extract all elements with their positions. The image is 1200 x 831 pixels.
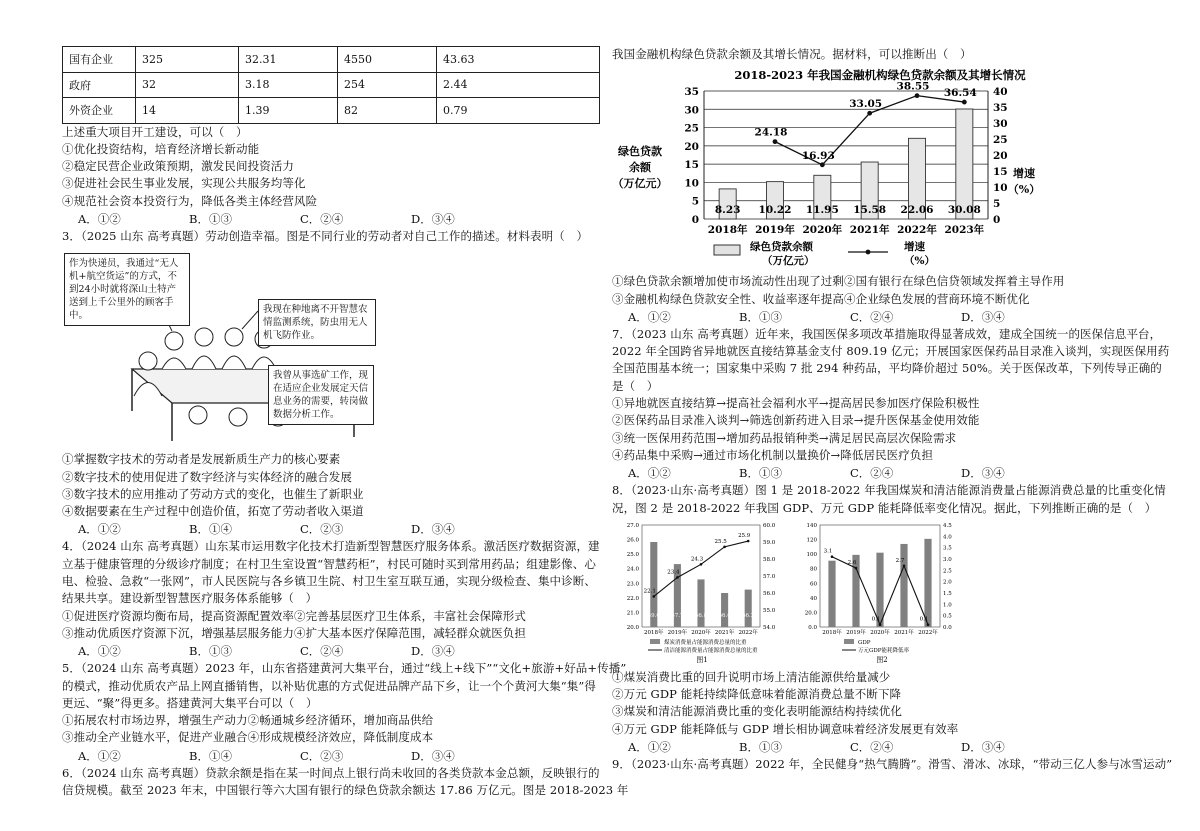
y-tick-label: 5 [691, 196, 699, 209]
table-cell: 3.18 [239, 72, 338, 98]
choice-a[interactable]: A．①② [78, 644, 121, 659]
line-point [879, 623, 882, 626]
x-tick-label: 2018年 [707, 224, 748, 237]
question-stem: 上述重大项目开工建设，可以（ ） [62, 124, 248, 139]
workers-cartoon [62, 251, 382, 447]
answer-choices [612, 738, 1160, 756]
legend-bar-swatch [844, 639, 854, 644]
y2-tick-label: 55.0 [763, 607, 776, 614]
table-cell: 1.39 [239, 98, 338, 124]
bar [697, 579, 704, 627]
table-row [63, 47, 600, 73]
y2-tick-label: 15 [993, 166, 1008, 179]
line-data-label: 36.54 [943, 87, 977, 100]
line-point [700, 563, 703, 566]
y-tick-label: 23.0 [626, 581, 639, 588]
choice-a[interactable]: A．①② [78, 211, 121, 226]
line-point [927, 623, 930, 626]
question-line: 更远、“聚”得更多。搭建黄河大集平台可以（ ） [62, 695, 318, 710]
bar [745, 589, 752, 626]
y2-tick-label: 0 [993, 214, 1001, 227]
table-cell: 254 [338, 72, 437, 98]
x-tick-label: 2020年 [691, 629, 711, 636]
line-point [653, 595, 656, 598]
question-6 [62, 765, 629, 800]
table-cell: 国有企业 [63, 47, 136, 73]
y2-tick-label: 56.0 [763, 590, 776, 597]
bar-data-label: 30.08 [947, 204, 981, 217]
y-tick-label: 24.0 [626, 566, 639, 573]
y-tick-label: 20.0 [626, 624, 639, 631]
bar-data-label: 22.06 [900, 204, 934, 217]
question-line: 立基于健康管理的分级诊疗制度；在村卫生室设置“智慧药柜”，村民可随时买到常用药品；组建影像、心 [62, 556, 596, 571]
question-line: 信贷规模。截至 2023 年末，中国银行等六大国有银行的绿色贷款余额达 17.86 万亿元。图是 2018-2023 年 [62, 783, 629, 798]
question-line: 电、检验、急救“一张网”，市人民医院与各乡镇卫生院、村卫生室互联互通，实现分级检查、集中诊断、 [62, 574, 596, 589]
choice-d[interactable]: D．③④ [411, 522, 455, 537]
bar [924, 539, 931, 627]
choice-d[interactable]: D．③④ [961, 740, 1005, 755]
y-tick-label: 25 [684, 122, 699, 135]
x-tick-label: 2018年 [822, 629, 842, 636]
choice-c[interactable]: C．②④ [850, 740, 894, 755]
answer-choices [612, 308, 1160, 326]
x-tick-label: 2019年 [755, 224, 795, 237]
line-point [903, 564, 906, 567]
y2-tick-label: 3.0 [943, 556, 952, 563]
bar [956, 109, 973, 219]
bar-data-label: 56.8 [694, 612, 708, 619]
y-tick-label: 35 [684, 86, 699, 99]
choice-c[interactable]: C．②③ [300, 748, 344, 763]
question-2 [62, 124, 600, 228]
y2-tick-label: 10 [993, 182, 1008, 195]
answer-choices [62, 210, 600, 228]
bar-data-label: 56.0 [718, 612, 731, 619]
speech-bubble-farmer: 我现在种地离不开智慧农情监测系统，防虫用无人机飞防作业。 [258, 299, 376, 346]
option: ①异地就医直接结算→提高社会福利水平→提高居民参加医疗保险积极性 [612, 396, 980, 411]
bar-data-label: 56.2 [742, 612, 755, 619]
answer-choices [62, 747, 600, 765]
x-tick-label: 2021年 [714, 629, 735, 636]
y-tick-label: 60 [810, 581, 817, 588]
option: ①拓展农村市场边界，增强生产动力②畅通城乡经济循环，增加商品供给 [62, 713, 434, 728]
left-column [62, 46, 629, 799]
question-line: 是（ ） [612, 378, 659, 393]
table-cell: 政府 [63, 72, 136, 98]
y2-tick-label: 4.5 [943, 522, 952, 529]
question-5 [62, 660, 627, 764]
y2-tick-label: 35 [993, 102, 1008, 115]
y2-tick-label: 20 [993, 150, 1008, 163]
bar-data-label: 59.0 [647, 612, 660, 619]
legend-label: 清洁能源消费量占能源消费总量的比重 [664, 647, 758, 654]
legend-bar-swatch [650, 639, 660, 644]
choice-a[interactable]: A．①② [628, 309, 671, 324]
answer-choices [612, 464, 1160, 482]
y-tick-label: 26.0 [626, 537, 639, 544]
question-3 [62, 228, 600, 538]
line-point [855, 567, 858, 570]
y-tick-label: 120 [806, 537, 817, 544]
bar [721, 593, 728, 627]
choice-b[interactable]: B．①④ [189, 748, 232, 763]
choice-b[interactable]: B．①④ [189, 522, 232, 537]
question-line: 全国范围基本统一；国家集中采购 7 批 294 种药品，平均降价超过 50%。关于医保改革，下列传导正确的 [612, 361, 1162, 376]
line-data-label: 25.5 [714, 538, 727, 545]
option: ②万元 GDP 能耗持续降低意味着能源消费总量不断下降 [612, 687, 902, 702]
line-data-label: 22.1 [643, 588, 656, 595]
option: ①掌握数字技术的劳动者是发展新质生产力的核心要素 [62, 452, 341, 467]
line-point [915, 94, 920, 99]
choice-b[interactable]: B．①③ [189, 211, 232, 226]
legend-label: 绿色贷款余额 [750, 241, 813, 254]
y2-tick-label: 0.5 [943, 613, 952, 620]
y2-tick-label: 2.0 [943, 579, 952, 586]
bar [900, 544, 907, 627]
option: ③推动优质医疗资源下沉，增强基层服务能力④扩大基本医疗保障范围，减轻群众就医负担 [62, 625, 526, 640]
option: ④药品集中采购→通过市场化机制以量换价→降低居民医疗负担 [612, 447, 934, 462]
table-cell: 14 [136, 98, 239, 124]
choice-b[interactable]: B．①③ [739, 309, 782, 324]
option: ④万元 GDP 能耗降低与 GDP 增长相协调意味着经济发展更有效率 [612, 721, 959, 736]
y-tick-label: 10 [684, 177, 699, 190]
bar [828, 561, 835, 627]
line-point [831, 555, 834, 558]
y2-tick-label: 1.0 [943, 602, 952, 609]
table-cell: 325 [136, 47, 239, 73]
option: ②医保药品目录准入谈判→筛选创新药进入目录→提升医保基金使用效能 [612, 413, 980, 428]
y2-tick-label: 5 [993, 198, 1001, 211]
choice-a[interactable]: A．①② [628, 740, 671, 755]
speech-bubble-courier: 作为快递员，我通过“无人机+航空货运”的方式，不到24小时就将深山土特产送到上千公里外的顾客手中。 [64, 253, 190, 326]
y-tick-label: 22.0 [626, 595, 639, 602]
line-data-label: 23.4 [667, 569, 680, 576]
option: ②数字技术的使用促进了数字经济与实体经济的融合发展 [62, 469, 352, 484]
x-tick-label: 2021年 [849, 224, 890, 237]
legend-bar-swatch [714, 245, 740, 255]
x-tick-label: 2020年 [802, 224, 843, 237]
choice-a[interactable]: A．①② [78, 522, 121, 537]
question-4 [62, 538, 600, 660]
y-tick-label: 140 [806, 522, 817, 529]
y-tick-label: 80 [810, 566, 817, 573]
bar-data-label: 8.23 [714, 204, 741, 217]
y-tick-label: 30 [684, 104, 699, 117]
choice-b[interactable]: B．①③ [189, 644, 232, 659]
option: ④规范社会资本投资行为，降低各类主体经营风险 [62, 193, 318, 208]
option: ③煤炭和清洁能源消费比重的变化表明能源结构持续优化 [612, 704, 902, 719]
choice-d[interactable]: D．③④ [961, 309, 1005, 324]
investment-table [62, 46, 600, 124]
x-tick-label: 2022年 [897, 224, 937, 237]
y2-tick-label: 54.0 [763, 624, 776, 631]
green-loan-chart [612, 63, 1160, 269]
x-tick-label: 2019年 [846, 629, 866, 636]
bar-data-label: 15.58 [853, 204, 887, 217]
y-tick-label: 40 [810, 595, 817, 602]
question-line: 我国金融机构绿色贷款余额及其增长情况。据材料，可以推断出（ ） [612, 47, 972, 61]
y2-tick-label: 59.0 [763, 539, 776, 546]
y2-tick-label: 30 [993, 118, 1008, 131]
line-data-label: 0.1 [919, 616, 929, 623]
legend-label: 煤炭消费量占能源消费总量的比重 [664, 639, 747, 646]
x-tick-label: 2019年 [667, 629, 688, 636]
option: ①煤炭消费比重的回升说明市场上清洁能源供给量减少 [612, 669, 891, 684]
choice-c[interactable]: C．②④ [850, 309, 894, 324]
table-cell: 外资企业 [63, 98, 136, 124]
question-line: 结果共享。建设新型智慧医疗服务体系能够（ ） [62, 591, 318, 606]
y2-tick-label: 40 [993, 86, 1008, 99]
choice-c[interactable]: C．②③ [300, 522, 344, 537]
choice-d[interactable]: D．③④ [961, 466, 1005, 481]
line-data-label: 24.3 [690, 556, 704, 563]
line-data-label: 24.18 [754, 126, 788, 139]
y-axis-label: 余额 [629, 161, 651, 175]
line-point [962, 100, 967, 105]
option: ③促进社会民生事业发展，实现公共服务均等化 [62, 176, 306, 191]
line-data-label: 0.1 [871, 616, 881, 623]
line-data-label: 2.7 [895, 557, 905, 564]
choice-b[interactable]: B．①③ [739, 740, 782, 755]
question-line: 6．（2024 山东 高考真题）贷款余额是指在某一时间点上银行尚未收回的各类贷款本金总额，反映银行的 [62, 765, 600, 780]
y2-axis-label: 增速 [1013, 167, 1035, 181]
question-9: 9．（2023·山东·高考真题）2022 年，全民健身“热气腾腾”。滑雪、滑冰、冰球，“带动三亿人参与冰雪运动” [612, 757, 1173, 772]
table-row [63, 72, 600, 98]
option: ④数据要素在生产过程中创造价值，拓宽了劳动者收入渠道 [62, 504, 364, 519]
choice-a[interactable]: A．①② [628, 466, 671, 481]
option: ③金融机构绿色贷款安全性、收益率逐年提高④企业绿色发展的营商环境不断优化 [612, 291, 1030, 306]
y-tick-label: 21.0 [626, 610, 639, 617]
y-tick-label: 20.0 [804, 610, 817, 617]
legend-label: （万亿元） [762, 255, 815, 268]
bar-data-label: 10.22 [758, 204, 792, 217]
y-tick-label: 25.0 [626, 552, 639, 559]
question-line: 况，图 2 是 2018-2022 年我国 GDP、万元 GDP 能耗降低率变化情况。据此，下列推断正确的是（ ） [612, 500, 1157, 515]
question-line: 的模式，推动优质农产品上网直播销售，以补贴优惠的方式促进品牌产品下乡，让一个个黄河大集“集”得 [62, 678, 596, 693]
option: ③推动全产业链水平，促进产业融合④形成规模经济效应，降低制度成本 [62, 730, 434, 745]
bar-data-label: 57.7 [671, 612, 684, 619]
y2-tick-label: 1.5 [943, 590, 952, 597]
legend-label: 万元GDP能耗降低率 [858, 647, 910, 654]
y-tick-label: 0.0 [808, 624, 817, 631]
question-line: 4．（2024 山东 高考真题）山东某市运用数字化技术打造新型智慧医疗服务体系。激活医疗数据资源，建 [62, 539, 600, 554]
y-tick-label: 27.0 [626, 522, 639, 529]
option: ①绿色贷款余额增加使市场流动性出现了过剩②国有银行在绿色信贷领域发挥着主导作用 [612, 274, 1065, 289]
line-data-label: 38.55 [896, 80, 930, 93]
question-7 [612, 326, 1170, 482]
answer-choices [62, 642, 600, 660]
y-tick-label: 100 [806, 552, 817, 559]
y-axis-label: 绿色贷款 [618, 145, 662, 159]
y2-tick-label: 3.5 [943, 545, 952, 552]
figure-caption: 图1 [696, 655, 708, 664]
table-cell: 2.44 [437, 72, 600, 98]
choice-c[interactable]: C．②④ [300, 644, 344, 659]
figure-caption: 图2 [876, 655, 888, 664]
legend-label: 增速 [904, 241, 925, 254]
y-tick-label: 20 [684, 141, 699, 154]
option: ③统一医保用药范围→增加药品报销种类→满足居民高层次保险需求 [612, 430, 957, 445]
table-cell: 4550 [338, 47, 437, 73]
question-line: 7．（2023 山东 高考真题）近年来，我国医保多项改革措施取得显著成效，建成全国统一的医保信息平台， [612, 326, 1162, 341]
y2-tick-label: 60.0 [763, 522, 776, 529]
figure-1 [627, 523, 776, 636]
line-data-label: 25.9 [738, 532, 751, 539]
x-tick-label: 2021年 [894, 629, 914, 636]
right-column [612, 46, 1173, 773]
x-tick-label: 2023年 [944, 224, 985, 237]
line-data-label: 16.93 [801, 150, 835, 163]
table-cell: 43.63 [437, 47, 600, 73]
x-tick-label: 2020年 [870, 629, 890, 636]
choice-d[interactable]: D．③④ [411, 211, 455, 226]
y-axis-label: （万亿元） [612, 177, 668, 191]
table-row [63, 98, 600, 124]
line-point [723, 545, 726, 548]
y2-tick-label: 4.0 [943, 534, 952, 541]
figure-2 [805, 523, 952, 636]
legend-label: （%） [904, 255, 935, 268]
line-point [867, 111, 872, 116]
y2-tick-label: 25 [993, 134, 1008, 147]
line-point [773, 140, 778, 145]
choice-d[interactable]: D．③④ [411, 644, 455, 659]
line-point [820, 163, 825, 168]
y2-tick-label: 0.0 [943, 624, 952, 631]
question-8 [612, 482, 1166, 756]
option: ③数字技术的应用推动了劳动方式的变化，也催生了新职业 [62, 486, 364, 501]
option: ①优化投资结构，培育经济增长新动能 [62, 141, 260, 156]
line-data-label: 33.05 [849, 98, 883, 111]
y2-tick-label: 58.0 [763, 556, 776, 563]
choice-a[interactable]: A．①② [78, 748, 121, 763]
question-line: 8．（2023·山东·高考真题）图 1 是 2018-2022 年我国煤炭和清洁能源消费量占能源消费总量的比重变化情 [612, 483, 1166, 498]
choice-c[interactable]: C．②④ [850, 466, 894, 481]
x-tick-label: 2022年 [918, 629, 938, 636]
line-data-label: 2.6 [847, 559, 857, 566]
line-data-label: 3.1 [823, 548, 833, 555]
bar-data-label: 11.95 [805, 204, 839, 217]
answer-choices [62, 520, 600, 538]
x-tick-label: 2018年 [644, 629, 664, 636]
table-cell: 82 [338, 98, 437, 124]
speech-bubble-analyst: 我曾从事选矿工作，现在适应企业发展定天信息业务的需要，转岗做数据分析工作。 [268, 365, 374, 425]
legend-label: GDP [858, 639, 871, 646]
table-cell: 32 [136, 72, 239, 98]
table-cell: 0.79 [437, 98, 600, 124]
line-point [747, 540, 750, 543]
legend-line-marker [866, 250, 871, 255]
y2-tick-label: 57.0 [763, 573, 776, 580]
choice-c[interactable]: C．②④ [300, 211, 344, 226]
question-line: 2022 年全国跨省异地就医直接结算基金支付 809.19 亿元；开展国家医保药品目录准入谈判，实现医保用药 [612, 344, 1170, 359]
y2-tick-label: 2.5 [943, 568, 952, 575]
x-tick-label: 2022年 [738, 629, 758, 636]
option: ①促进医疗资源均衡布局，提高资源配置效率②完善基层医疗卫生体系，丰富社会保障形式 [62, 608, 526, 623]
table-cell: 32.31 [239, 47, 338, 73]
chart-title: 2018-2023 年我国金融机构绿色贷款余额及其增长情况 [734, 68, 1026, 83]
line-point [676, 576, 679, 579]
choice-d[interactable]: D．③④ [411, 748, 455, 763]
y2-axis-label: （%） [1007, 183, 1041, 197]
chart-labels [715, 81, 981, 216]
y-tick-label: 0 [691, 214, 699, 227]
question-line: 5．（2024 山东 高考真题）2023 年，山东省搭建黄河大集平台，通过“线上+线下”“文化+旅游+好品+传播” [62, 661, 627, 676]
energy-gdp-charts [612, 517, 1160, 665]
question-stem: 3．（2025 山东 高考真题）劳动创造幸福。图是不同行业的劳动者对自己工作的描述。材料表明（ ） [62, 228, 589, 243]
option: ②稳定民营企业政策预期，激发民间投资活力 [62, 159, 294, 174]
choice-b[interactable]: B．①③ [739, 466, 782, 481]
y-tick-label: 15 [684, 159, 699, 172]
